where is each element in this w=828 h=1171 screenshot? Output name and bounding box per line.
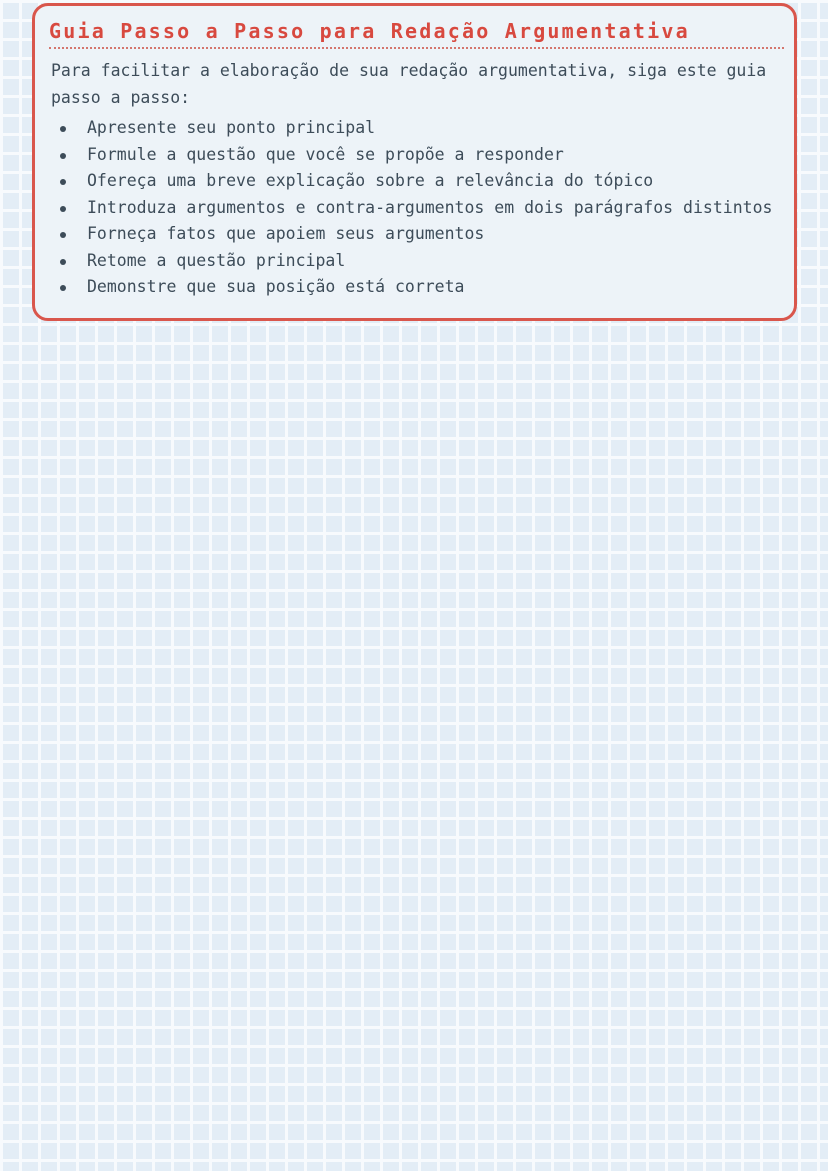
bullet-icon (60, 259, 66, 265)
list-item (51, 248, 778, 275)
bullet-icon (60, 153, 66, 159)
guide-title: Guia Passo a Passo para Redação Argumentativa (49, 18, 784, 49)
step-text: Formule a questão que você se propõe a responder (87, 144, 564, 164)
steps-list (51, 115, 778, 301)
bullet-icon (60, 126, 66, 132)
step-text: Introduza argumentos e contra-argumentos em dois parágrafos distintos (87, 197, 773, 217)
guide-intro: Para facilitar a elaboração de sua redação argumentativa, siga este guia passo a passo: (51, 61, 767, 107)
guide-card (32, 3, 797, 321)
list-item (51, 274, 778, 301)
bullet-icon (60, 179, 66, 185)
bullet-icon (60, 206, 66, 212)
step-text: Ofereça uma breve explicação sobre a relevância do tópico (87, 171, 654, 190)
list-item (51, 142, 778, 169)
step-text: Forneça fatos que apoiem seus argumentos (87, 224, 485, 243)
bullet-icon (60, 285, 66, 291)
step-text: Apresente seu ponto principal (87, 118, 376, 137)
list-item (51, 221, 778, 248)
step-text: Demonstre que sua posição está correta (87, 277, 465, 296)
list-item (51, 168, 778, 195)
list-item (51, 195, 778, 222)
bullet-icon (60, 232, 66, 238)
step-text: Retome a questão principal (87, 250, 346, 270)
list-item (51, 115, 778, 142)
